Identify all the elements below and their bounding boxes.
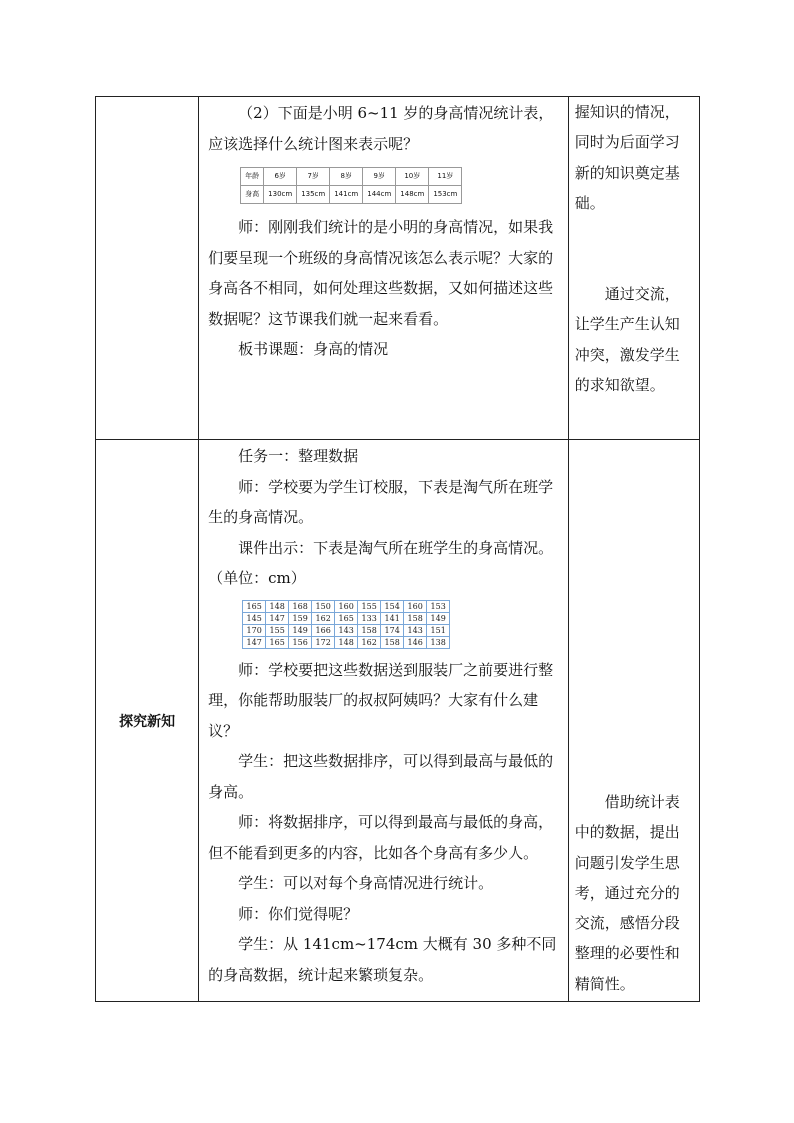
table-cell: 8岁 <box>330 168 363 186</box>
table-row <box>96 97 700 440</box>
table-cell: 160 <box>404 600 427 612</box>
note-text: 借助统计表中的数据，提出问题引发学生思考，通过充分的交流，感悟分段整理的必要性和精简性。 <box>574 792 680 993</box>
table-cell: 141 <box>381 612 404 624</box>
table-cell: 138 <box>427 636 450 648</box>
table-cell: 148cm <box>396 186 429 204</box>
table-cell: 149 <box>427 612 450 624</box>
table-row <box>241 186 462 204</box>
note-cell <box>568 97 699 440</box>
table-cell: 162 <box>358 636 381 648</box>
table-cell: 9岁 <box>363 168 396 186</box>
board-title: 板书课题：身高的情况 <box>238 340 389 358</box>
table-cell: 155 <box>358 600 381 612</box>
table-cell: 年龄 <box>241 168 264 186</box>
table-cell: 146 <box>404 636 427 648</box>
table-cell: 149 <box>289 624 312 636</box>
height-data-table <box>242 600 450 649</box>
section-label-cell-empty <box>96 97 199 440</box>
table-cell: 165 <box>335 612 358 624</box>
teacher-text: 师：你们觉得呢？ <box>238 904 359 923</box>
table-cell: 148 <box>266 600 289 612</box>
student-text: 学生：把这些数据排序，可以得到最高与最低的身高。 <box>208 752 554 801</box>
table-row <box>241 168 462 186</box>
table-cell: 147 <box>243 636 266 648</box>
table-row <box>243 624 450 636</box>
task-title: 任务一：整理数据 <box>238 447 359 466</box>
table-row <box>243 600 450 612</box>
table-cell: 170 <box>243 624 266 636</box>
courseware-text: 课件出示：下表是淘气所在班学生的身高情况。（单位：cm） <box>208 538 554 588</box>
intro-text: （2）下面是小明 6~11 岁的身高情况统计表，应该选择什么统计图来表示呢？ <box>208 104 554 153</box>
teacher-text: 师：刚刚我们统计的是小明的身高情况，如果我们要呈现一个班级的身高情况该怎么表示呢？大家的身高各不相同，如何处理这些数据，又如何描述这些数据呢？这节课我们就一起来看看。 <box>208 218 554 328</box>
table-cell: 165 <box>266 636 289 648</box>
activity-cell <box>199 440 569 1002</box>
table-cell: 145 <box>243 612 266 624</box>
table-cell: 155 <box>266 624 289 636</box>
table-cell: 7岁 <box>297 168 330 186</box>
table-cell: 158 <box>404 612 427 624</box>
table-row <box>243 636 450 648</box>
table-cell: 144cm <box>363 186 396 204</box>
table-cell: 174 <box>381 624 404 636</box>
table-cell: 6岁 <box>264 168 297 186</box>
teacher-text: 师：将数据排序，可以得到最高与最低的身高，但不能看到更多的内容，比如各个身高有多少人。 <box>208 813 554 862</box>
table-cell: 135cm <box>297 186 330 204</box>
age-height-table <box>240 167 462 204</box>
note-text: 握知识的情况，同时为后面学习新的知识奠定基础。 <box>574 103 680 212</box>
table-cell: 150 <box>312 600 335 612</box>
lesson-plan-table <box>95 96 700 1002</box>
table-cell: 158 <box>358 624 381 636</box>
table-row <box>96 440 700 1002</box>
table-cell: 162 <box>312 612 335 624</box>
table-cell: 153 <box>427 600 450 612</box>
table-cell: 158 <box>381 636 404 648</box>
section-label: 探究新知 <box>96 440 199 1002</box>
table-cell: 151 <box>427 624 450 636</box>
table-cell: 172 <box>312 636 335 648</box>
student-text: 学生：从 141cm~174cm 大概有 30 多种不同的身高数据，统计起来繁琐复杂。 <box>208 935 557 984</box>
table-cell: 156 <box>289 636 312 648</box>
activity-cell <box>199 97 569 440</box>
note-text: 通过交流，让学生产生认知冲突，激发学生的求知欲望。 <box>574 285 680 395</box>
table-cell: 133 <box>358 612 381 624</box>
table-cell: 148 <box>335 636 358 648</box>
table-cell: 165 <box>243 600 266 612</box>
student-text: 学生：可以对每个身高情况进行统计。 <box>238 874 494 893</box>
table-cell: 10岁 <box>396 168 429 186</box>
table-cell: 11岁 <box>429 168 462 186</box>
teacher-text: 师：学校要把这些数据送到服装厂之前要进行整理，你能帮助服装厂的叔叔阿姨吗？大家有什么建议？ <box>208 660 554 740</box>
teacher-text: 师：学校要为学生订校服，下表是淘气所在班学生的身高情况。 <box>208 477 554 527</box>
table-row <box>243 612 450 624</box>
table-cell: 154 <box>381 600 404 612</box>
table-cell: 153cm <box>429 186 462 204</box>
note-cell <box>568 440 699 1002</box>
table-cell: 143 <box>335 624 358 636</box>
table-cell: 130cm <box>264 186 297 204</box>
table-cell: 141cm <box>330 186 363 204</box>
table-cell: 168 <box>289 600 312 612</box>
table-cell: 身高 <box>241 186 264 204</box>
table-cell: 166 <box>312 624 335 636</box>
table-cell: 159 <box>289 612 312 624</box>
table-cell: 160 <box>335 600 358 612</box>
table-cell: 147 <box>266 612 289 624</box>
table-cell: 143 <box>404 624 427 636</box>
